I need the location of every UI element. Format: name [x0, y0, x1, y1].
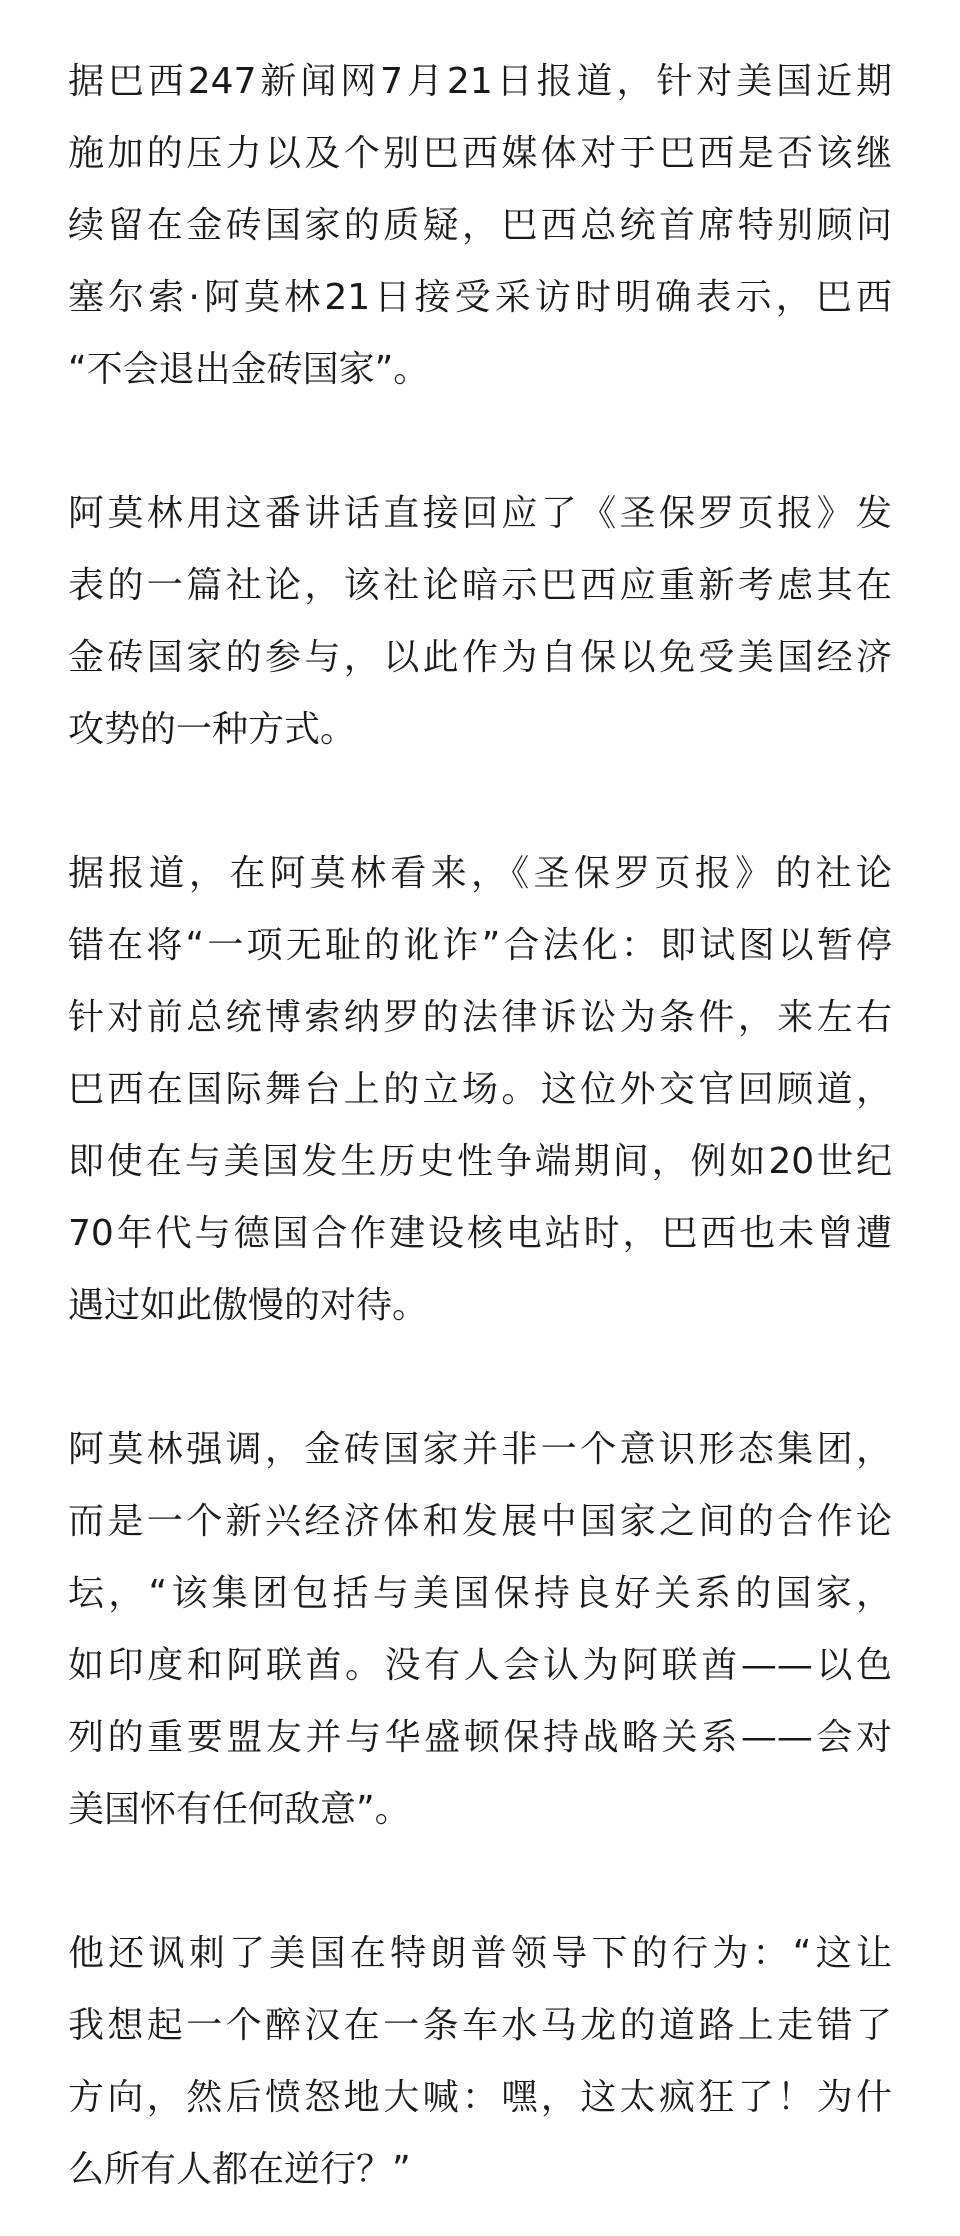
paragraph-2	[68, 478, 892, 766]
text-line: 列的重要盟友并与华盛顿保持战略关系——会对	[68, 1717, 892, 1758]
text-line: 据报道，在阿莫林看来，《圣保罗页报》的社论	[68, 853, 892, 894]
text-line: 遇过如此傲慢的对待。	[68, 1285, 429, 1326]
text-line: 阿莫林用这番讲话直接回应了《圣保罗页报》发	[68, 493, 892, 534]
text-line: 针对前总统博索纳罗的法律诉讼为条件，来左右	[68, 997, 892, 1038]
text-line: 即使在与美国发生历史性争端期间，例如20世纪	[68, 1141, 892, 1182]
text-line: 表的一篇社论，该社论暗示巴西应重新考虑其在	[68, 565, 892, 606]
text-line: 他还讽刺了美国在特朗普领导下的行为：“这让	[68, 1933, 892, 1974]
text-line: 我想起一个醉汉在一条车水马龙的道路上走错了	[68, 2005, 892, 2046]
text-line: 如印度和阿联酋。没有人会认为阿联酋——以色	[68, 1645, 892, 1686]
text-line: 据巴西247新闻网7月21日报道，针对美国近期	[68, 61, 892, 102]
text-line: 金砖国家的参与，以此作为自保以免受美国经济	[68, 637, 892, 678]
text-line: 阿莫林强调，金砖国家并非一个意识形态集团，	[68, 1429, 892, 1470]
paragraph-5	[68, 1918, 892, 2206]
text-line: “不会退出金砖国家”。	[68, 349, 430, 390]
text-line: 错在将“一项无耻的讹诈”合法化：即试图以暂停	[68, 925, 892, 966]
text-line: 美国怀有任何敌意”。	[68, 1789, 411, 1830]
text-line: 巴西在国际舞台上的立场。这位外交官回顾道，	[68, 1069, 892, 1110]
text-line: 70年代与德国合作建设核电站时，巴西也未曾遭	[68, 1213, 892, 1254]
text-line: 而是一个新兴经济体和发展中国家之间的合作论	[68, 1501, 892, 1542]
paragraph-4	[68, 1414, 892, 1846]
text-line: 施加的压力以及个别巴西媒体对于巴西是否该继	[68, 133, 892, 174]
text-line: 坛，“该集团包括与美国保持良好关系的国家，	[68, 1573, 892, 1614]
text-line: 塞尔索·阿莫林21日接受采访时明确表示，巴西	[68, 277, 892, 318]
text-line: 续留在金砖国家的质疑，巴西总统首席特别顾问	[68, 205, 892, 246]
paragraph-3	[68, 838, 892, 1342]
text-line: 攻势的一种方式。	[68, 709, 357, 750]
text-line: 方向，然后愤怒地大喊：嘿，这太疯狂了！为什	[68, 2077, 892, 2118]
text-line: 么所有人都在逆行？”	[68, 2149, 411, 2190]
paragraph-1	[68, 46, 892, 406]
